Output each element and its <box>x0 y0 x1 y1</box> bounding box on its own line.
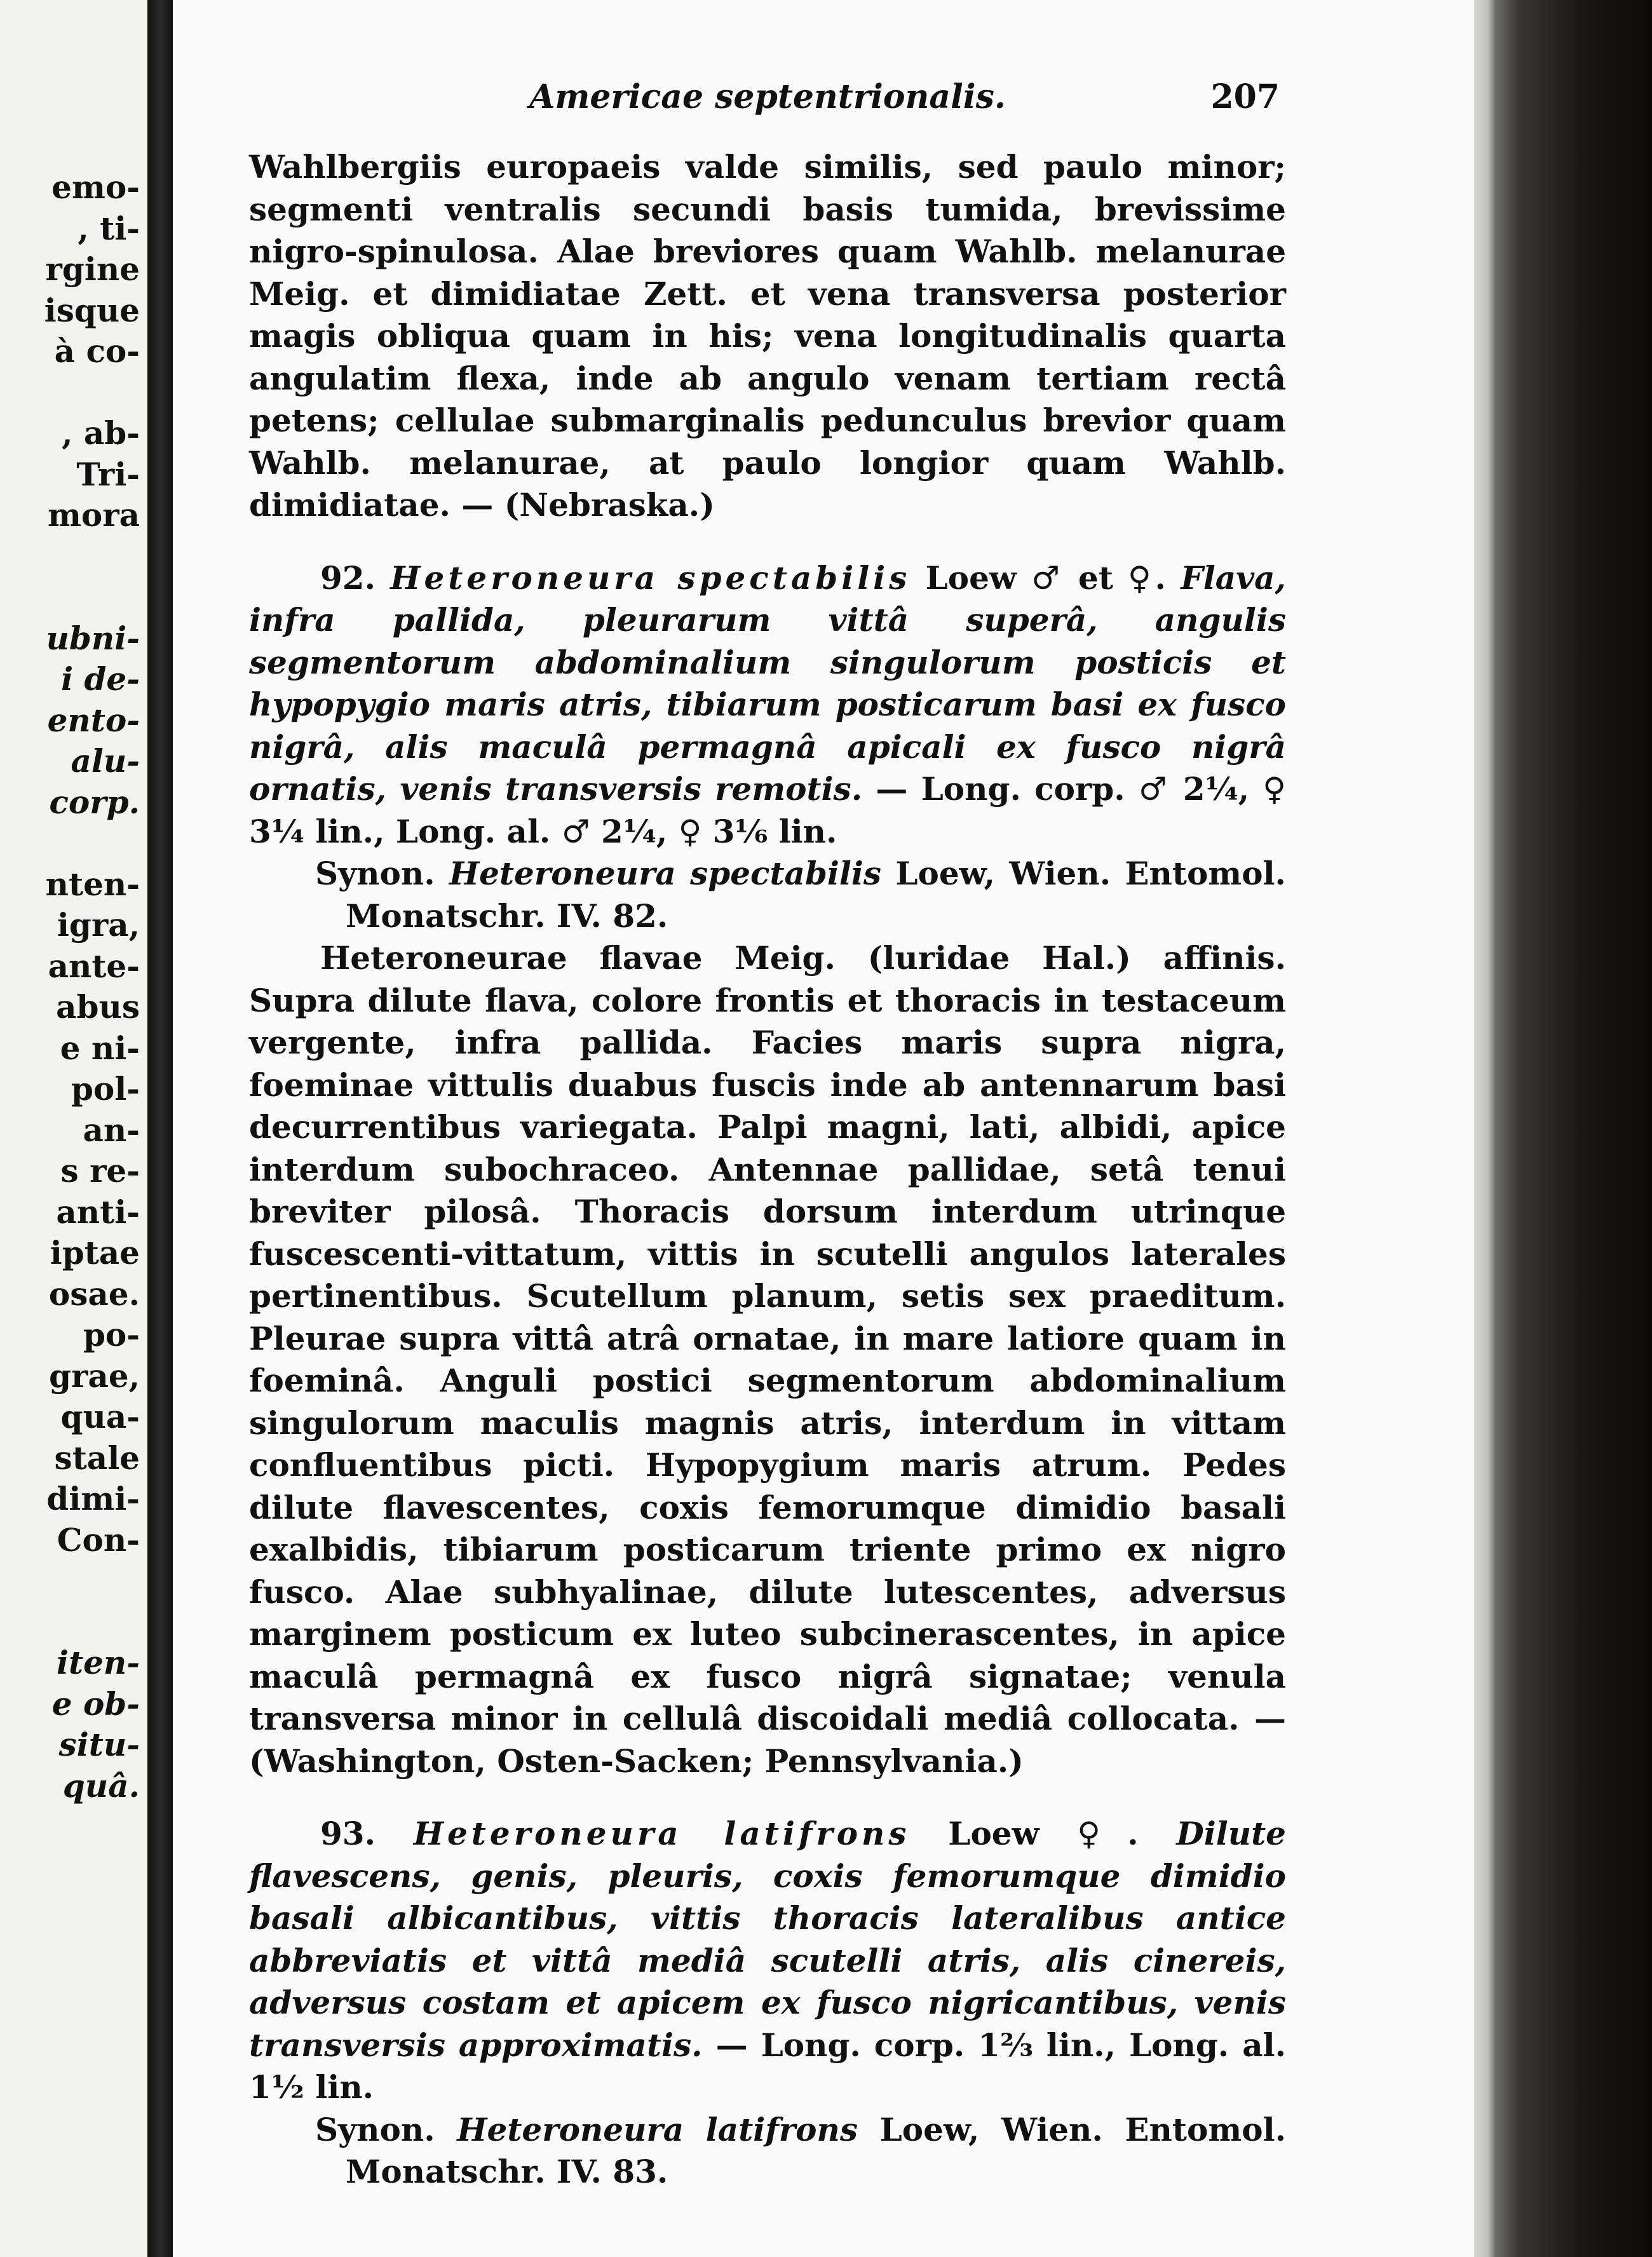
author-sex: Loew ♀. <box>948 1815 1139 1852</box>
margin-fragment: i de- <box>61 660 140 698</box>
species-name: Heteroneura spectabilis <box>390 559 911 597</box>
margin-fragment: situ- <box>58 1726 140 1763</box>
margin-fragment: abus <box>56 988 140 1026</box>
page-content <box>249 76 1286 2193</box>
author-sex: Loew ♂ et ♀. <box>925 559 1166 597</box>
margin-fragment: igra, <box>57 906 140 944</box>
diagnosis: Flava, infra pallida, pleurarum vittâ superâ, angulis segmentorum abdominalium singulorum posticis et hypopygio maris atris, tibiarum posticarum basi ex fusco nigrâ, alis maculâ permagnâ apicali ex fusco nigrâ ornatis, venis transversis remotis. <box>249 559 1286 808</box>
margin-fragment: anti- <box>56 1193 140 1231</box>
margin-fragment: alu- <box>71 742 140 780</box>
margin-fragment: ubni- <box>46 619 140 657</box>
margin-fragment: , ab- <box>62 414 140 452</box>
facing-page-edge <box>0 0 147 2257</box>
margin-fragment: iptae <box>50 1234 140 1271</box>
margin-fragment: emo- <box>51 168 140 206</box>
margin-fragment: an- <box>83 1111 140 1149</box>
margin-fragment: Tri- <box>76 455 140 493</box>
synonym-reference: Loew, Wien. Entomol. Monatschr. IV. 83. <box>346 2110 1286 2190</box>
margin-fragment: isque <box>44 291 140 329</box>
synonym-name: Heteroneura latifrons <box>457 2110 858 2148</box>
margin-fragment: corp. <box>49 783 140 821</box>
margin-fragment: qua- <box>60 1398 140 1435</box>
synonym-label: Synon. <box>315 2110 435 2148</box>
margin-fragment: grae, <box>49 1357 140 1395</box>
margin-fragment: iten- <box>56 1644 140 1681</box>
margin-fragment: rgine <box>45 250 140 288</box>
entry-number: 92. <box>320 559 376 597</box>
entry-93-heading <box>249 1813 1286 2109</box>
synonym-name: Heteroneura spectabilis <box>449 855 882 892</box>
margin-fragment: s re- <box>60 1152 140 1190</box>
entry-number: 93. <box>320 1815 376 1852</box>
running-head <box>249 76 1286 127</box>
entry-92-description: Heteroneurae flavae Meig. (luridae Hal.) affinis. Supra dilute flava, colore frontis et thoracis in testaceum vergente, infra pallida. Facies maris supra nigra, foeminae vittulis duabus fuscis inde ab antennarum basi decurrentibus variegata. Palpi magni, lati, albidi, apice interdum subochraceo. Antennae pallidae, setâ tenui breviter pilosâ. Thoracis dorsum interdum utrinque fuscescenti-vittatum, vittis in scutelli angulos laterales pertinentibus. Scutellum planum, setis sex praeditum. Pleurae supra vittâ atrâ ornatae, in mare latiore quam in foeminâ. Anguli postici segmentorum abdominalium singulorum maculis magnis atris, interdum in vittam confluentibus picti. Hypopygium maris atrum. Pedes dilute flavescentes, coxis femorumque dimidio basali exalbidis, tibiarum posticarum triente primo ex nigro fusco. Alae subhyalinae, dilute lutescentes, adversus marginem posticum ex luteo subcinerascentes, in apice maculâ permagnâ ex fusco nigrâ signatae; venula transversa minor in cellulâ discoidali mediâ collocata. — (Washington, Osten-Sacken; Pennsylvania.) <box>249 939 1286 1780</box>
entry-92-heading <box>249 557 1286 853</box>
margin-fragment: dimi- <box>46 1480 140 1517</box>
margin-fragment: ento- <box>47 701 140 739</box>
margin-fragment: , ti- <box>78 209 140 247</box>
synonym-line <box>249 2109 1286 2193</box>
book-edge-shadow <box>1474 0 1652 2257</box>
synonym-line <box>249 853 1286 937</box>
margin-fragment: mora <box>48 496 140 534</box>
margin-fragment: nten- <box>45 865 140 903</box>
margin-fragment: quâ. <box>62 1766 140 1805</box>
margin-fragment: ante- <box>48 947 140 985</box>
intro-paragraph: Wahlbergiis europaeis valde similis, sed paulo minor; segmenti ventralis secundi basis tumida, brevissime nigro-spinulosa. Alae breviores quam Wahlb. melanurae Meig. et dimidiatae Zett. et vena transversa posterior magis obliqua quam in his; vena longitudinalis quarta angulatim flexa, inde ab angulo venam tertiam rectâ petens; cellulae submarginalis pedunculus brevior quam Wahlb. melanurae, at paulo longior quam Wahlb. dimidiatae. — (Nebraska.) <box>249 148 1286 524</box>
margin-fragment: e ni- <box>60 1029 140 1067</box>
margin-fragment: osae. <box>48 1275 140 1313</box>
page-number: 207 <box>1210 78 1280 116</box>
margin-fragment: po- <box>83 1316 140 1353</box>
margin-fragment: Con- <box>57 1521 140 1559</box>
running-title: Americae septentrionalis. <box>529 78 1006 116</box>
book-gutter <box>147 0 173 2257</box>
measurements: — Long. corp. 1⅔ lin., Long. al. 1½ lin. <box>249 2026 1286 2106</box>
margin-fragment: à co- <box>54 332 140 370</box>
margin-fragment: e ob- <box>51 1684 140 1723</box>
synonym-label: Synon. <box>315 855 435 892</box>
measurements: — Long. corp. ♂ 2¼, ♀ 3¼ lin., Long. al. ♂ 2¼, ♀ 3⅙ lin. <box>249 770 1286 850</box>
diagnosis: Dilute flavescens, genis, pleuris, coxis femorumque dimidio basali albicantibus, vittis thoracis lateralibus antice abbreviatis et vittâ mediâ scutelli atris, alis cinereis, adversus costam et apicem ex fusco nigricantibus, venis transversis approximatis. <box>249 1815 1286 2064</box>
synonym-reference: Loew, Wien. Entomol. Monatschr. IV. 82. <box>346 855 1286 935</box>
margin-fragment: stale <box>54 1439 140 1477</box>
species-name: Heteroneura latifrons <box>413 1815 911 1852</box>
margin-fragment: pol- <box>71 1070 140 1108</box>
